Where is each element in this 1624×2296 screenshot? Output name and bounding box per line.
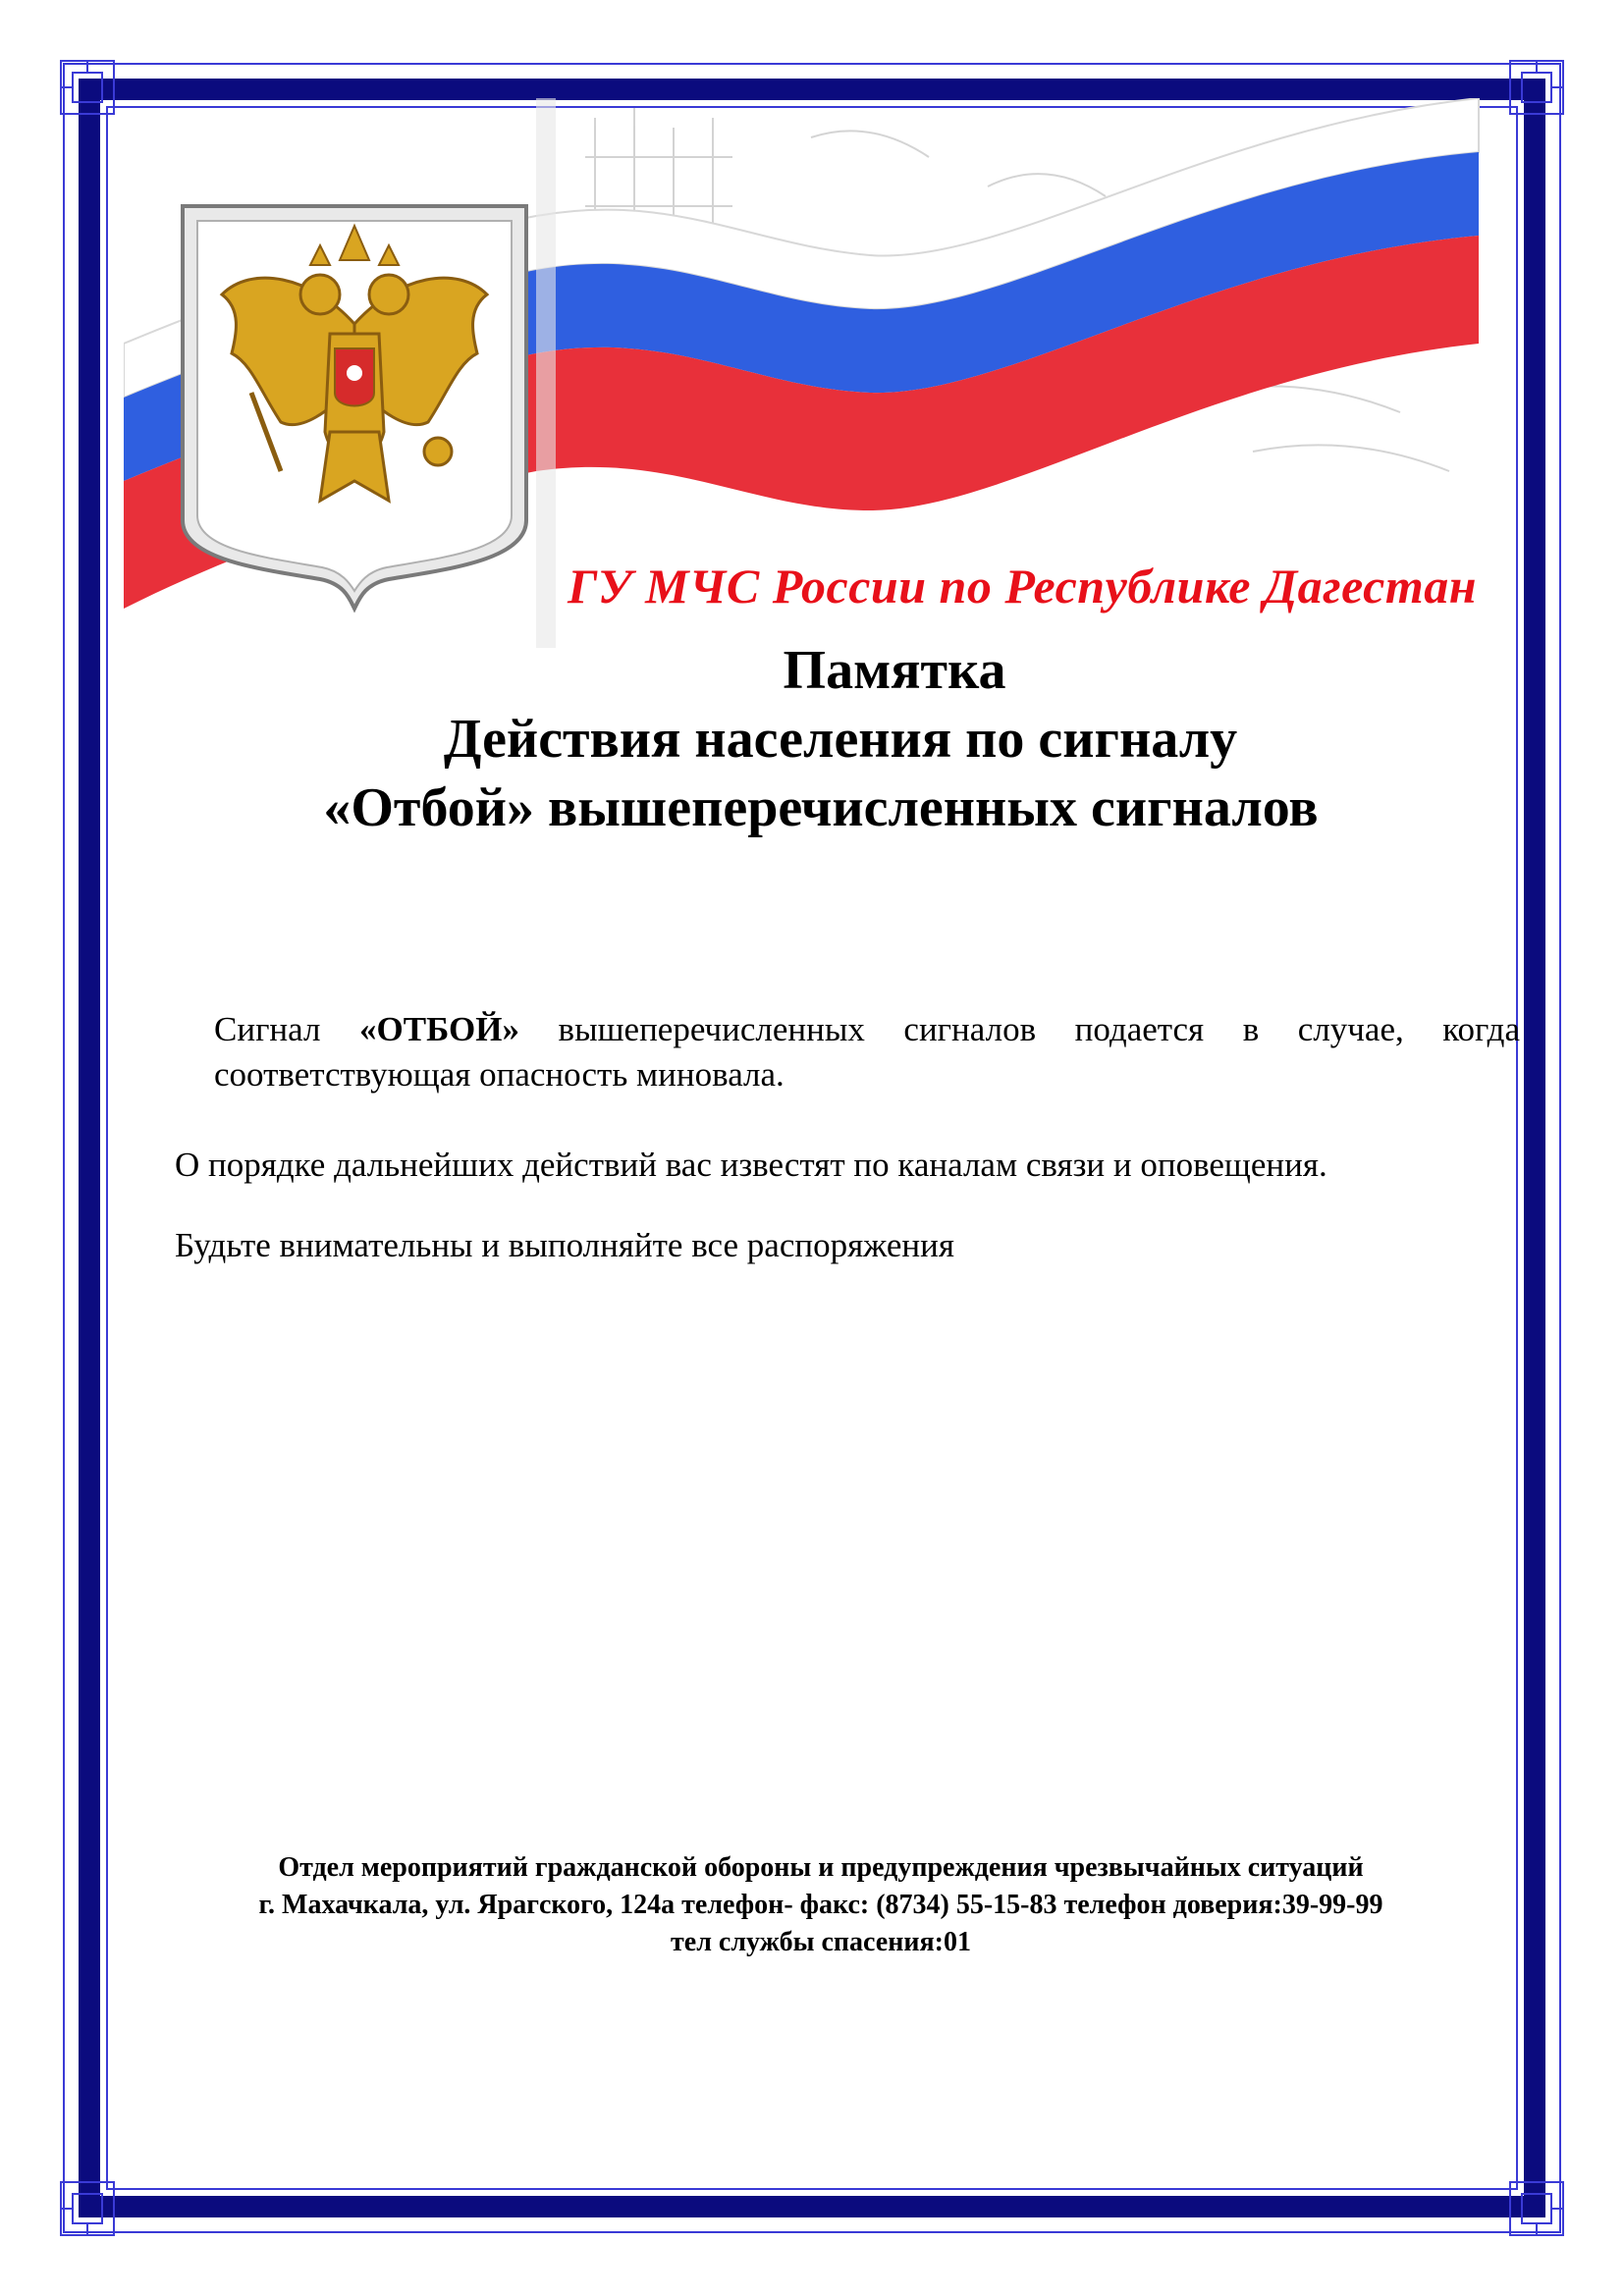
- document-title: [124, 636, 1518, 842]
- paragraph-attention: Будьте внимательны и выполняйте все распоряжения: [175, 1226, 954, 1264]
- paragraph-notification: О порядке дальнейших действий вас известят по каналам связи и оповещения.: [175, 1146, 1327, 1184]
- paragraph-signal: [214, 1007, 1520, 1097]
- footer-rescue-phone: тел службы спасения:01: [671, 1927, 971, 1957]
- title-line-2: Действия населения по сигналу: [443, 709, 1238, 770]
- organization-title: ГУ МЧС России по Республике Дагестан: [568, 559, 1477, 614]
- corner-ornament-bottom-left: [59, 2180, 116, 2237]
- title-line-3: «Отбой» вышеперечисленных сигналов: [323, 777, 1319, 838]
- paragraph-signal-start: Сигнал: [214, 1010, 360, 1048]
- signal-name: «ОТБОЙ»: [359, 1010, 519, 1048]
- coat-of-arms-icon: [183, 206, 526, 609]
- title-line-1: Памятка: [783, 640, 1006, 701]
- paragraph-signal-rest: вышеперечисленных сигналов подается в случае, когда соответствующая опасность миновала.: [214, 1010, 1520, 1094]
- footer-contacts: [124, 1849, 1518, 1961]
- footer-address: г. Махачкала, ул. Ярагского, 124а телефон- факс: (8734) 55-15-83 телефон доверия:39-99-99: [258, 1890, 1383, 1920]
- footer-department: Отдел мероприятий гражданской обороны и предупреждения чрезвычайных ситуаций: [278, 1852, 1364, 1883]
- corner-ornament-top-left: [59, 59, 116, 116]
- corner-ornament-bottom-right: [1508, 2180, 1565, 2237]
